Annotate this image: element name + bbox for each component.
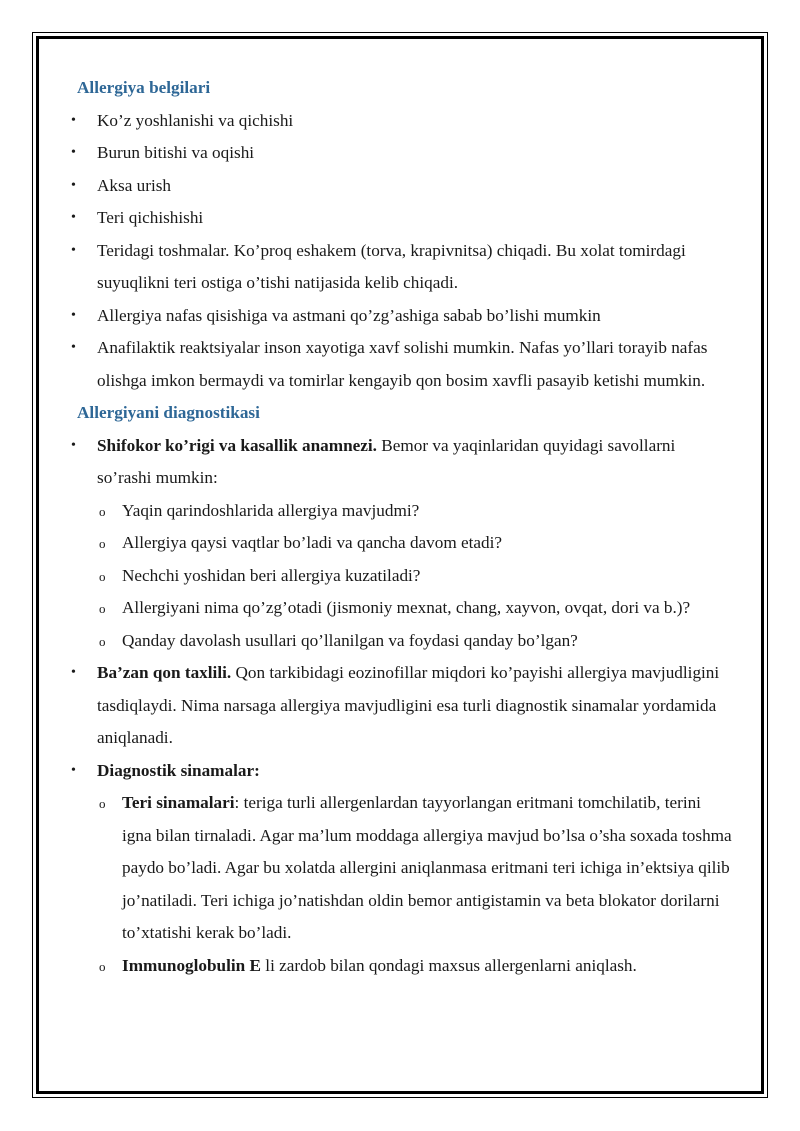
- item-bold-lead: Ba’zan qon taxlili.: [97, 663, 232, 682]
- list-item: • Teri qichishishi: [62, 202, 732, 235]
- list-item: o Allergiyani nima qo’zg’otadi (jismoniy mexnat, chang, xayvon, ovqat, dori va b.)?: [97, 592, 732, 625]
- bullet-icon: •: [71, 307, 76, 323]
- heading-allergy-diagnostics: Allergiyani diagnostikasi: [77, 403, 260, 422]
- item-bold-lead: Teri sinamalari: [122, 793, 235, 812]
- list-item: • Ko’z yoshlanishi va qichishi: [62, 105, 732, 138]
- list-item: o Immunoglobulin E li zardob bilan qondagi maxsus allergenlarni aniqlash.: [97, 950, 732, 983]
- diagnostics-list: [62, 430, 732, 983]
- list-item: o Allergiya qaysi vaqtlar bo’ladi va qancha davom etadi?: [97, 527, 732, 560]
- circle-bullet-icon: o: [99, 568, 106, 584]
- bullet-icon: •: [71, 665, 76, 680]
- circle-bullet-icon: o: [99, 503, 106, 519]
- questions-list: [97, 495, 732, 658]
- list-item: o Teri sinamalari: teriga turli allergenlardan tayyorlangan eritmani tomchilatib, terini igna bilan tirnaladi. Agar ma’lum moddaga allergiya mavjud bo’lsa o’sha soxada toshma paydo bo’ladi. Agar bu xolatda allergini aniqlanmasa eritmani teri ichiga in’ektsiya qilib jo’natiladi. Teri ichiga jo’natishdan oldin bemor antigistamin va beta blokator dorilarni to’xtatishi kerak bo’ladi.: [97, 787, 732, 950]
- bullet-icon: •: [71, 437, 76, 453]
- document-body: [62, 72, 732, 982]
- item-bold-lead: Diagnostik sinamalar:: [97, 760, 260, 780]
- item-bold-lead: Shifokor ko’rigi va kasallik anamnezi.: [97, 435, 377, 455]
- list-item: [62, 755, 732, 983]
- diagnostic-tests-list: [97, 787, 732, 982]
- list-item: • Allergiya nafas qisishiga va astmani qo’zg’ashiga sabab bo’lishi mumkin: [62, 300, 732, 333]
- bullet-icon: •: [71, 242, 76, 258]
- bullet-icon: •: [71, 177, 76, 193]
- circle-bullet-icon: o: [99, 958, 106, 974]
- list-item: • Shifokor ko’rigi va kasallik anamnezi. Bemor va yaqinlaridan quyidagi savollarni so’rashi mumkin: o Yaqin qarindoshlarida allergiya mavjudmi? o Allergiya qaysi vaqtlar bo’ladi va qancha davom etadi? o Nechchi yoshidan beri allergiya kuzatiladi? o Allergiyani nima qo’zg’otadi (jismoniy mexnat, chang, xayvon, ovqat, dori va b.)? o Qanday davolash usullari qo’llanilgan va foydasi qanday bo’lgan?: [62, 430, 732, 658]
- list-item: o Nechchi yoshidan beri allergiya kuzatiladi?: [97, 560, 732, 593]
- circle-bullet-icon: o: [99, 796, 106, 811]
- item-bold-lead: Immunoglobulin E: [122, 955, 261, 975]
- list-item: • Anafilaktik reaktsiyalar inson xayotiga xavf solishi mumkin. Nafas yo’llari torayib nafas olishga imkon bermaydi va tomirlar kengayib qon bosim xavfli pasayib ketishi mumkin.: [62, 332, 732, 397]
- heading-allergy-symptoms: Allergiya belgilari: [77, 78, 211, 97]
- circle-bullet-icon: o: [99, 601, 106, 616]
- list-item: o Qanday davolash usullari qo’llanilgan va foydasi qanday bo’lgan?: [97, 625, 732, 658]
- symptoms-list: [62, 105, 732, 398]
- list-item: • Aksa urish: [62, 170, 732, 203]
- circle-bullet-icon: o: [99, 633, 106, 649]
- list-item: • Burun bitishi va oqishi: [62, 137, 732, 170]
- bullet-icon: •: [71, 145, 76, 160]
- list-item: o Yaqin qarindoshlarida allergiya mavjudmi?: [97, 495, 732, 528]
- bullet-icon: •: [71, 762, 76, 778]
- bullet-icon: •: [71, 340, 76, 355]
- list-item: • Ba’zan qon taxlili. Qon tarkibidagi eozinofillar miqdori ko’payishi allergiya mavjudligini tasdiqlaydi. Nima narsaga allergiya mavjudligini esa turli diagnostik sinamalar yordamida aniqlanadi.: [62, 657, 732, 755]
- list-item: • Teridagi toshmalar. Ko’proq eshakem (torva, krapivnitsa) chiqadi. Bu xolat tomirdagi suyuqlikni teri ostiga o’tishi natijasida kelib chiqadi.: [62, 235, 732, 300]
- bullet-icon: •: [71, 210, 76, 225]
- circle-bullet-icon: o: [99, 536, 106, 551]
- bullet-icon: •: [71, 112, 76, 128]
